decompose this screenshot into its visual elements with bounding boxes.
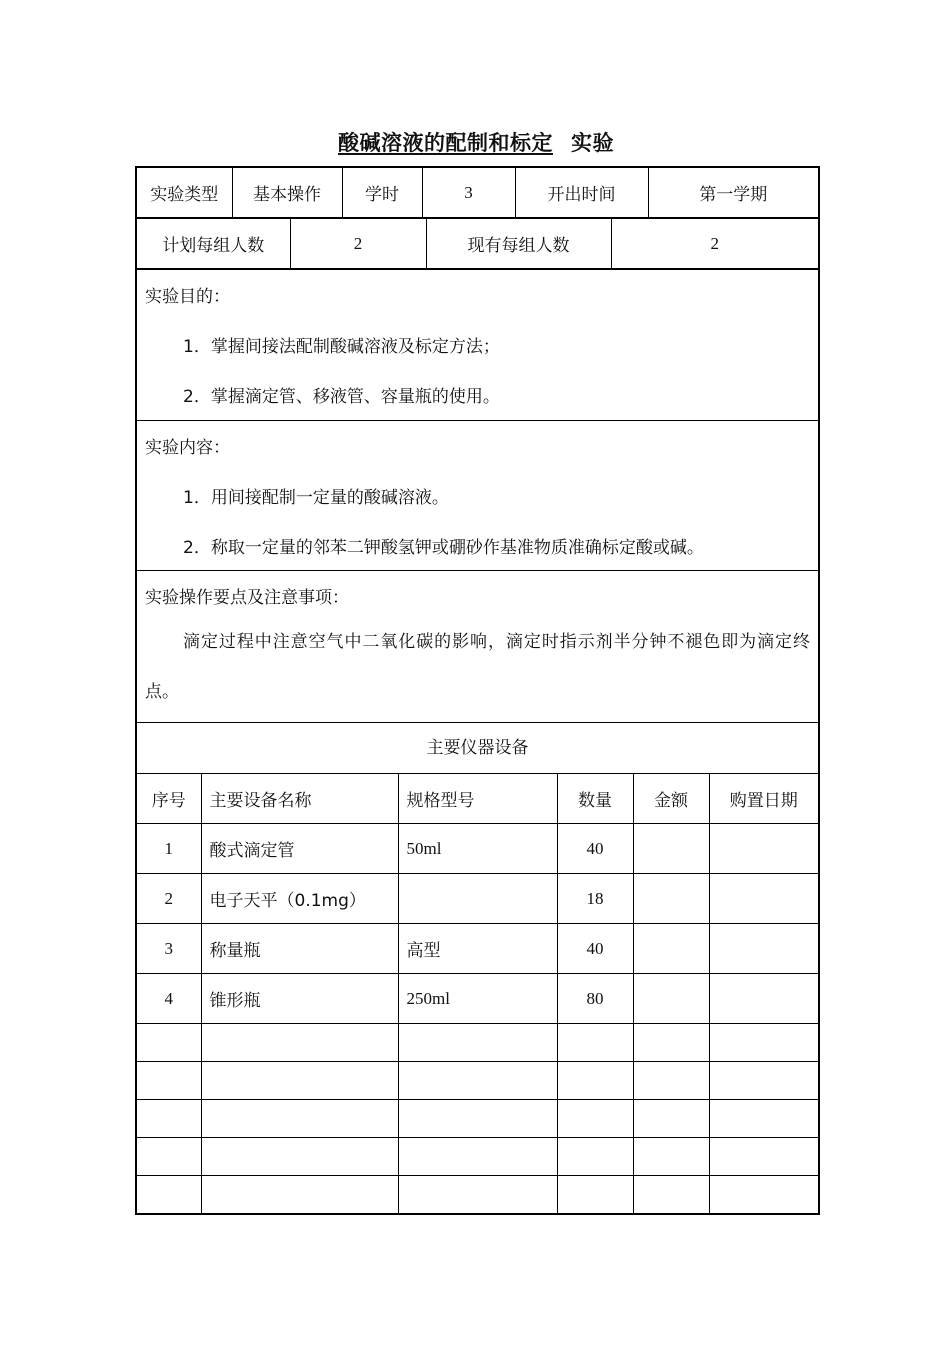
cell-index: 3 (137, 924, 201, 974)
cell-name: 锥形瓶 (201, 974, 398, 1024)
hours-label: 学时 (342, 168, 422, 218)
equipment-title: 主要仪器设备 (137, 722, 818, 773)
cell-quantity: 40 (557, 824, 633, 874)
content-item: 2．称取一定量的邻苯二钾酸氢钾或硼砂作基准物质准确标定酸或碱。 (183, 538, 704, 558)
purpose-heading: 实验目的： (145, 287, 230, 307)
cell-name: 电子天平（0.1mg） (201, 874, 398, 924)
cell-spec: 250ml (398, 974, 557, 1024)
purpose-item: 2．掌握滴定管、移液管、容量瓶的使用。 (183, 387, 500, 407)
notes-section (137, 570, 818, 722)
cell-index: 2 (137, 874, 201, 924)
cell-spec: 50ml (398, 824, 557, 874)
title-suffix: 实验 (571, 131, 614, 155)
current-value: 2 (611, 219, 818, 269)
table-row (137, 924, 818, 974)
equipment-header-row (137, 774, 818, 824)
cell-amount (633, 924, 709, 974)
cell-purchase-date (709, 974, 818, 1024)
cell-spec: 高型 (398, 924, 557, 974)
header-amount: 金额 (633, 774, 709, 824)
table-row (137, 824, 818, 874)
empty-row (137, 1138, 818, 1176)
cell-index: 4 (137, 974, 201, 1024)
header-name: 主要设备名称 (201, 774, 398, 824)
header-spec: 规格型号 (398, 774, 557, 824)
cell-purchase-date (709, 824, 818, 874)
purpose-item: 1．掌握间接法配制酸碱溶液及标定方法； (183, 337, 500, 357)
content-heading: 实验内容： (145, 438, 230, 458)
type-value: 基本操作 (232, 168, 342, 218)
notes-text: 滴定过程中注意空气中二氧化碳的影响，滴定时指示剂半分钟不褪色即为滴定终点。 (145, 632, 810, 702)
empty-row (137, 1024, 818, 1062)
cell-quantity: 18 (557, 874, 633, 924)
table-row (137, 974, 818, 1024)
cell-index: 1 (137, 824, 201, 874)
cell-purchase-date (709, 924, 818, 974)
title-main: 酸碱溶液的配制和标定 (338, 131, 553, 155)
content-item: 1．用间接配制一定量的酸碱溶液。 (183, 488, 449, 508)
cell-name: 称量瓶 (201, 924, 398, 974)
empty-row (137, 1100, 818, 1138)
cell-spec (398, 874, 557, 924)
header-purchase-date: 购置日期 (709, 774, 818, 824)
planned-value: 2 (290, 219, 426, 269)
content-section (137, 420, 818, 570)
info-row-2 (137, 218, 818, 269)
header-index: 序号 (137, 774, 201, 824)
notes-heading: 实验操作要点及注意事项： (145, 588, 349, 608)
cell-quantity: 40 (557, 924, 633, 974)
open-label: 开出时间 (515, 168, 648, 218)
experiment-form (135, 166, 820, 1215)
type-label: 实验类型 (137, 168, 232, 218)
header-quantity: 数量 (557, 774, 633, 824)
planned-label: 计划每组人数 (137, 219, 290, 269)
table-row (137, 874, 818, 924)
info-row-1 (137, 168, 818, 218)
open-value: 第一学期 (648, 168, 818, 218)
cell-purchase-date (709, 874, 818, 924)
cell-amount (633, 974, 709, 1024)
hours-value: 3 (422, 168, 515, 218)
cell-name: 酸式滴定管 (201, 824, 398, 874)
cell-amount (633, 874, 709, 924)
purpose-section (137, 269, 818, 420)
empty-row (137, 1062, 818, 1100)
page-title (0, 127, 952, 157)
cell-quantity: 80 (557, 974, 633, 1024)
equipment-table (137, 773, 818, 1213)
current-label: 现有每组人数 (426, 219, 611, 269)
empty-row (137, 1176, 818, 1214)
cell-amount (633, 824, 709, 874)
